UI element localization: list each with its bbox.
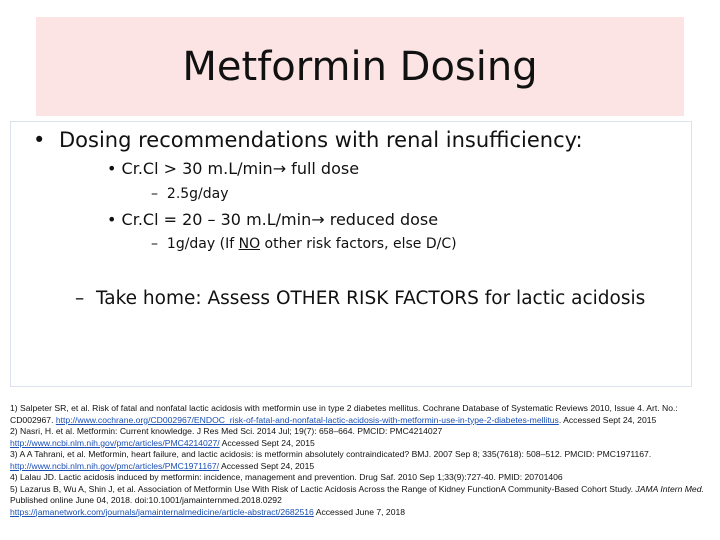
title-banner	[36, 17, 684, 116]
dash-marker: –	[151, 236, 158, 252]
reference-link[interactable]: https://jamanetwork.com/journals/jamainternalmedicine/article-abstract/2682516	[10, 506, 314, 517]
reference-text: 3) A A Tahrani, et al. Metformin, heart failure, and lactic acidosis: is metformin absolutely contraindicated? BMJ. 2007 Sep 8; 335(7618): 508–512. PMCID: PMC1971167.	[10, 449, 652, 459]
sub-bullet-2	[107, 210, 438, 229]
references	[10, 403, 710, 518]
reference-text: 1) Salpeter SR, et al. Risk of fatal and nonfatal lactic acidosis with metformin use in type 2 diabetes mellitus. Cochrane Database of Systematic Reviews 2010, Issue 4. Art. No.: CD002967.	[10, 403, 678, 425]
reference-text: 2) Nasri, H. et al. Metformin: Current knowledge. J Res Med Sci. 2014 Jul; 19(7): 658–664. PMCID: PMC4214027	[10, 426, 443, 436]
detail-text-a: 1g/day (If	[166, 236, 239, 252]
main-bullet-text: Dosing recommendations with renal insufficiency:	[59, 128, 583, 152]
reference-text: 4) Lalau JD. Lactic acidosis induced by metformin: incidence, management and prevention. Drug Saf. 2010 Sep 1;33(9):727-40. PMID: 20701406	[10, 472, 563, 482]
bullet-dot: •	[107, 159, 117, 178]
reference-2	[10, 426, 710, 449]
detail-text-b: other risk factors, else D/C)	[260, 236, 457, 252]
reference-tail: Accessed Sept 24, 2015	[219, 437, 315, 448]
bullet-dot: •	[107, 210, 117, 229]
sub-bullet-2-text: Cr.Cl = 20 – 30 m.L/min→ reduced dose	[121, 210, 439, 229]
sub-bullet-1-detail	[151, 186, 229, 202]
reference-5	[10, 484, 710, 519]
dash-marker: –	[151, 186, 158, 202]
reference-text: 5) Lazarus B, Wu A, Shin J, et al. Association of Metformin Use With Risk of Lactic Acidosis Across the Range of Kidney FunctionA Community-Based Cohort Study.	[10, 483, 636, 494]
reference-tail: Accessed June 7, 2018	[313, 506, 406, 517]
take-home	[75, 288, 645, 309]
no-emphasis: NO	[238, 236, 261, 252]
journal-name: JAMA Intern Med.	[635, 483, 704, 494]
reference-text: Published online June 04, 2018. doi:10.1001/jamainternmed.2018.0292	[10, 495, 282, 505]
reference-link[interactable]: http://www.ncbi.nlm.nih.gov/pmc/articles/PMC4214027/	[10, 437, 220, 448]
take-home-text: Take home: Assess OTHER RISK FACTORS for lactic acidosis	[96, 288, 646, 309]
reference-4	[10, 472, 710, 484]
content-box	[10, 121, 692, 387]
reference-tail: Accessed Sept 24, 2015	[219, 460, 315, 471]
slide-title: Metformin Dosing	[182, 43, 538, 90]
reference-3	[10, 449, 710, 472]
reference-1	[10, 403, 710, 426]
reference-link[interactable]: http://www.cochrane.org/CD002967/ENDOC_risk-of-fatal-and-nonfatal-lactic-acidosis-with-metformin-use-in-type-2-diabetes-mellitus	[55, 414, 559, 425]
reference-link[interactable]: http://www.ncbi.nlm.nih.gov/pmc/articles/PMC1971167/	[10, 460, 220, 471]
sub-bullet-1-text: Cr.Cl > 30 m.L/min→ full dose	[121, 159, 360, 178]
bullet-dot: •	[33, 128, 46, 152]
main-bullet	[33, 128, 583, 152]
reference-tail: . Accessed Sept 24, 2015	[558, 414, 657, 425]
sub-bullet-1-detail-text: 2.5g/day	[166, 186, 229, 202]
sub-bullet-1	[107, 159, 359, 178]
dash-marker: –	[75, 288, 85, 309]
sub-bullet-2-detail	[151, 236, 457, 252]
